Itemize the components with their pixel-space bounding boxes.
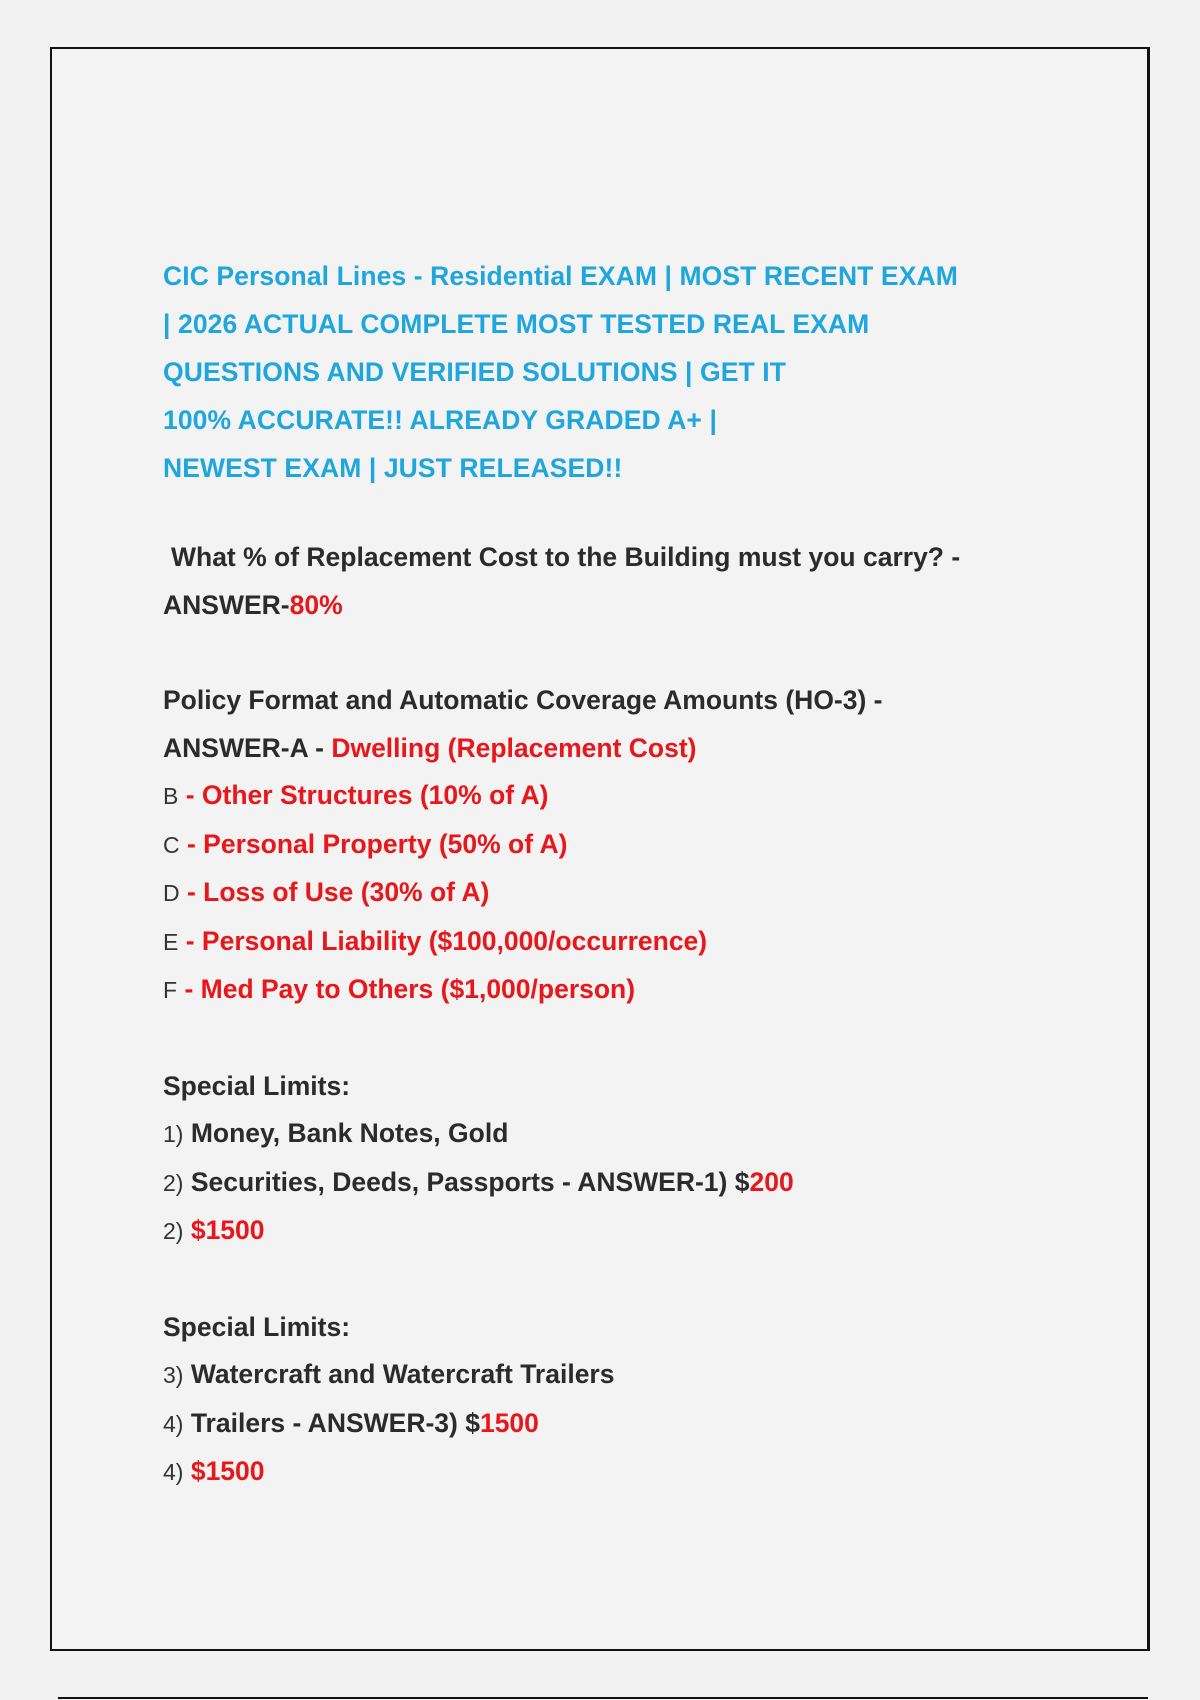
coverage-text: - Med Pay to Others ($1,000/person) <box>184 974 636 1004</box>
section-heading: Special Limits: <box>163 1311 351 1342</box>
item-text: Watercraft and Watercraft Trailers <box>190 1359 615 1389</box>
title-line: CIC Personal Lines - Residential EXAM | MOST RECENT EXAM <box>163 261 958 291</box>
answer-prefix: ANSWER-A - <box>163 732 332 763</box>
question-block-2 <box>163 677 1063 1015</box>
document-body <box>163 252 1063 1497</box>
question-text: Policy Format and Automatic Coverage Amounts (HO-3) - <box>163 685 883 715</box>
coverage-letter: F <box>163 977 178 1003</box>
item-number: 3) <box>163 1362 184 1388</box>
title-line: QUESTIONS AND VERIFIED SOLUTIONS | GET IT <box>163 357 787 387</box>
list-item <box>163 1159 1063 1208</box>
item-text: Securities, Deeds, Passports - ANSWER-1) $ <box>190 1166 750 1197</box>
question-block-4 <box>163 1304 1063 1497</box>
list-item <box>163 1207 1063 1256</box>
coverage-text: - Personal Property (50% of A) <box>187 828 568 859</box>
title-line: 100% ACCURATE!! ALREADY GRADED A+ | <box>163 405 717 435</box>
answer-value: 200 <box>749 1166 794 1197</box>
coverage-item <box>163 772 1063 821</box>
coverage-letter: C <box>163 831 180 858</box>
title-line: NEWEST EXAM | JUST RELEASED!! <box>163 453 623 483</box>
coverage-item <box>163 821 1063 870</box>
coverage-letter: E <box>163 928 179 955</box>
question-text: What % of Replacement Cost to the Building must you carry? - <box>171 542 961 572</box>
answer-value: $1500 <box>190 1215 265 1245</box>
item-number: 4) <box>163 1410 184 1437</box>
coverage-text: - Other Structures (10% of A) <box>185 780 549 810</box>
item-text: Trailers - ANSWER-3) $ <box>190 1407 480 1438</box>
section-heading: Special Limits: <box>163 1070 351 1101</box>
answer-value: 1500 <box>479 1407 539 1438</box>
answer-value: $1500 <box>190 1456 265 1486</box>
answer-value: 80% <box>289 589 343 620</box>
item-number: 2) <box>163 1169 184 1196</box>
coverage-item <box>163 869 1063 918</box>
list-item <box>163 1351 1063 1400</box>
answer-line <box>163 725 1063 773</box>
coverage-letter: D <box>163 880 180 906</box>
page-divider <box>58 1697 1148 1699</box>
list-item <box>163 1448 1063 1497</box>
item-number: 4) <box>163 1459 184 1485</box>
title-line: | 2026 ACTUAL COMPLETE MOST TESTED REAL EXAM <box>163 309 870 339</box>
item-number: 1) <box>163 1121 184 1147</box>
document-title <box>163 252 1063 492</box>
list-item <box>163 1400 1063 1449</box>
coverage-item <box>163 966 1063 1015</box>
coverage-text: - Personal Liability ($100,000/occurrence) <box>185 925 708 956</box>
coverage-text: - Loss of Use (30% of A) <box>187 877 490 907</box>
coverage-letter: B <box>163 783 179 809</box>
coverage-item <box>163 918 1063 967</box>
answer-line <box>163 582 1063 630</box>
answer-prefix: ANSWER- <box>163 589 290 620</box>
item-text: Money, Bank Notes, Gold <box>190 1118 509 1148</box>
answer-value: Dwelling (Replacement Cost) <box>331 732 697 763</box>
list-item <box>163 1110 1063 1159</box>
question-block-3 <box>163 1063 1063 1256</box>
question-block-1 <box>163 534 1063 629</box>
item-number: 2) <box>163 1218 184 1244</box>
